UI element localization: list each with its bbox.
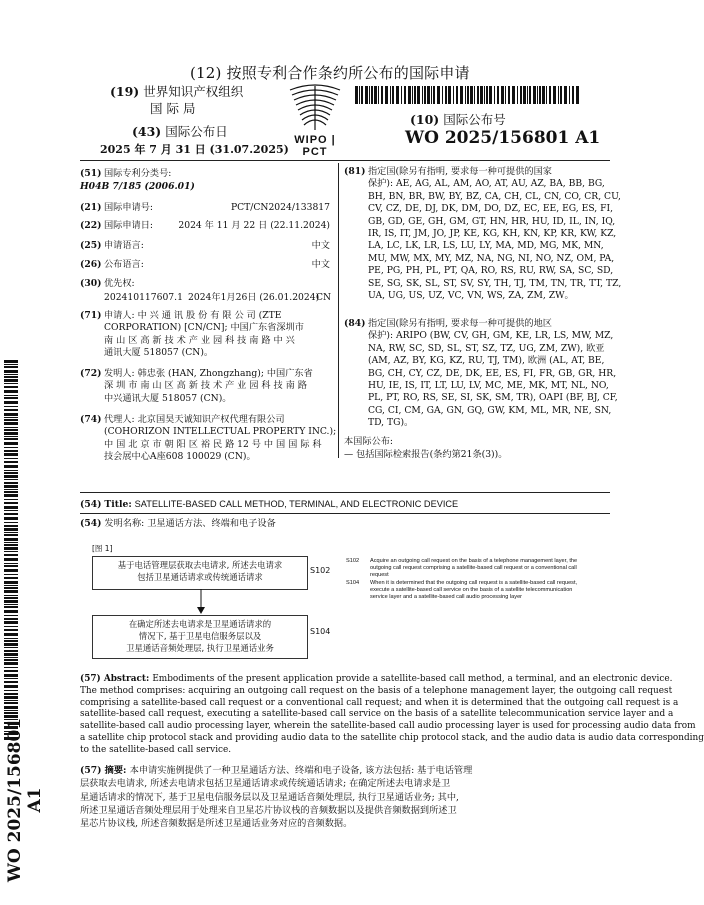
abstract-zh xyxy=(80,764,615,830)
agent-line: (COHORIZON INTELLECTUAL PROPERTY INC.); xyxy=(104,426,337,438)
barcode-bar xyxy=(371,86,373,104)
barcode-bar xyxy=(4,502,18,504)
applicant-line: 申请人: 中 兴 通 讯 股 份 有 限 公 司 (ZTE xyxy=(104,310,282,321)
abstract-zh-label: (57) 摘要: xyxy=(80,765,130,776)
barcode-bar xyxy=(467,86,469,104)
barcode-bar xyxy=(396,86,399,104)
barcode-bar xyxy=(549,86,551,104)
barcode-bar xyxy=(4,499,18,500)
barcode-bar xyxy=(564,86,567,104)
abstract-en-line: comprising a satellite-based call request or a conventional call request; and when it is determined that the outgoing call request is a xyxy=(80,697,679,708)
barcode-bar xyxy=(527,86,528,104)
barcode-bar xyxy=(512,86,515,104)
flow-arrow-icon xyxy=(194,589,208,615)
barcode-bar xyxy=(390,86,391,104)
barcode-bar xyxy=(494,86,495,104)
regional-states-line: BG, CH, CY, CZ, DE, DK, EE, ES, FI, FR, GB, GR, HR, xyxy=(368,367,617,379)
barcode-bar xyxy=(4,397,18,399)
regional-states-line: 指定国(除另有指明, 要求每一种可提供的地区 xyxy=(368,318,552,329)
barcode-bar xyxy=(4,383,18,384)
barcode-bar xyxy=(4,427,18,428)
barcode-bar xyxy=(4,643,18,646)
field-26: (26) 公布语言: xyxy=(80,259,144,270)
title-en: (54) Title: SATELLITE-BASED CALL METHOD, TERMINAL, AND ELECTRONIC DEVICE xyxy=(80,499,459,510)
barcode-bar xyxy=(4,670,18,672)
barcode-bar xyxy=(4,674,18,677)
barcode-bar xyxy=(4,604,18,605)
barcode-bar xyxy=(497,86,499,104)
document-title: (12) 按照专利合作条约所公布的国际申请 xyxy=(190,64,470,82)
barcode-bar xyxy=(572,86,574,104)
barcode-bar xyxy=(4,647,18,648)
barcode-bar xyxy=(4,618,18,620)
barcode-bar xyxy=(4,659,18,661)
wipo-text: WIPO | PCT xyxy=(294,134,336,158)
field-21: (21) 国际申请号: xyxy=(80,202,154,213)
barcode-bar xyxy=(4,615,18,616)
pub-no-label: 国际公布号 xyxy=(443,112,506,127)
barcode-bar xyxy=(442,86,443,104)
barcode-bar xyxy=(4,621,18,624)
abstract-zh-line: 星芯片协议栈, 所述音频数据是所述卫星通话业务对应的音频数据。 xyxy=(80,818,353,830)
barcode-bar xyxy=(4,470,18,471)
barcode-bar xyxy=(4,563,18,564)
barcode-bar xyxy=(4,633,18,636)
barcode-bar xyxy=(4,482,18,484)
abstract-en-line: to the satellite-based call service. xyxy=(80,744,232,755)
side-barcode-icon xyxy=(4,360,18,740)
barcode-bar xyxy=(4,585,18,586)
barcode-bar xyxy=(4,657,18,658)
barcode-bar xyxy=(445,86,447,104)
barcode-bar xyxy=(558,86,559,104)
barcode-bar xyxy=(4,510,18,511)
barcode-bar xyxy=(4,522,18,523)
regional-states-line: TD, TG)。 xyxy=(368,417,414,429)
designated-states-line: PE, PG, PH, PL, PT, QA, RO, RS, RU, RW, SA, SC, SD, xyxy=(368,265,614,277)
org-sub: 国 际 局 xyxy=(150,101,196,116)
barcode-bar xyxy=(4,491,18,493)
barcode-bar xyxy=(517,86,518,104)
barcode-bar xyxy=(4,685,18,688)
barcode-bar xyxy=(4,532,18,533)
barcode-bar xyxy=(4,494,18,497)
regional-states-line: (AM, AZ, BY, KG, KZ, RU, TJ, TM), 欧洲 (AL, AT, BE, xyxy=(368,355,605,367)
barcode-bar xyxy=(529,86,531,104)
barcode-bar xyxy=(477,86,479,104)
barcode-bar xyxy=(422,86,423,104)
barcode-bar xyxy=(4,401,18,404)
org-code: (19) xyxy=(110,84,140,99)
barcode-bar xyxy=(4,544,18,546)
barcode-bar xyxy=(4,419,18,421)
barcode-bar xyxy=(4,409,18,411)
header-rule xyxy=(80,160,610,161)
barcode-bar xyxy=(4,690,18,691)
barcode-bar xyxy=(520,86,522,104)
barcode-bar xyxy=(4,534,18,536)
barcode-bar xyxy=(539,86,541,104)
barcode-bar xyxy=(489,86,492,104)
flow-box-s102: 基于电话管理层获取去电请求, 所述去电请求 包括卫星通话请求或传统通话请求 xyxy=(92,556,308,590)
designated-states-line: MU, MW, MX, MY, MZ, NA, NG, NI, NO, NZ, OM, PA, xyxy=(368,252,615,264)
column-divider xyxy=(338,163,339,458)
abstract-en-line: satellite-based call audio processing layer, wherein the satellite-based call audio processing layer is used for processing audio data from xyxy=(80,721,696,732)
barcode-bar xyxy=(433,86,435,104)
barcode-bar xyxy=(4,360,18,363)
published-item: — 包括国际检索报告(条约第21条(3))。 xyxy=(344,449,508,460)
wipo-emblem-icon xyxy=(280,82,350,132)
applicant-line: 南 山 区 高 新 技 术 产 业 园 科 技 南 路 中 兴 xyxy=(104,334,295,346)
agent-line: 中 国 北 京 市 朝 阳 区 裕 民 路 12 号 中 国 国 际 科 xyxy=(104,438,322,450)
barcode-bar xyxy=(4,376,18,378)
top-barcode-icon xyxy=(355,86,580,104)
inventor-line: 中兴通讯大厦 518057 (CN)。 xyxy=(104,392,232,404)
barcode-bar xyxy=(4,587,18,589)
barcode-bar xyxy=(392,86,394,104)
barcode-bar xyxy=(4,667,18,668)
applicant-line: 通讯大厦 518057 (CN)。 xyxy=(104,347,214,359)
barcode-bar xyxy=(523,86,526,104)
barcode-bar xyxy=(4,702,18,704)
inventor-line: 发明人: 韩忠张 (HAN, Zhongzhang); 中国广东省 xyxy=(104,368,313,379)
designated-states-line: SE, SG, SK, SL, ST, SV, SY, TH, TJ, TM, TN, TR, TT, TZ, xyxy=(368,277,622,289)
field-71: (71) 申请人: 中 兴 通 讯 股 份 有 限 公 司 (ZTE CORPORATION) [CN/CN]; 中国广东省深圳市 南 山 区 高 新 技 术 产 业 园 科 技 南 路 中 兴 通讯大厦 518057 (CN)。 xyxy=(80,310,330,360)
abstract-zh-line: 所述卫星通话音频处理层用于处理来自卫星芯片协议栈的音频数据以及提供音频数据到所述卫 xyxy=(80,804,457,816)
barcode-bar xyxy=(4,678,18,679)
barcode-bar xyxy=(355,86,358,104)
abstract-en xyxy=(80,674,704,757)
barcode-bar xyxy=(4,461,18,463)
barcode-bar xyxy=(4,558,18,561)
field-22: (22) 国际申请日: xyxy=(80,220,154,231)
barcode-bar xyxy=(412,86,413,104)
designated-states-line: BH, BN, BR, BW, BY, BZ, CA, CH, CL, CN, CO, CR, CU, xyxy=(368,190,621,202)
barcode-bar xyxy=(4,458,18,459)
priority-date: 2024年1月26日 (26.01.2024) xyxy=(188,292,320,303)
barcode-bar xyxy=(560,86,562,104)
barcode-bar xyxy=(508,86,510,104)
barcode-bar xyxy=(4,547,18,550)
regional-states-line: NA, RW, SC, SD, SL, ST, SZ, TZ, UG, ZM, ZW), 欧亚 xyxy=(368,342,605,354)
barcode-bar xyxy=(460,86,463,104)
abstract-zh-line: 层获取去电请求, 所述去电请求包括卫星通话请求或传统通话请求; 在确定所述去电请求是卫 xyxy=(80,778,451,790)
legend-code: S102 xyxy=(346,558,360,564)
barcode-bar xyxy=(4,565,18,567)
field-81: (81) 指定国(除另有指明, 要求每一种可提供的国家 保护): AE, AG, AL, AM, AO, AT, AU, AZ, BA, BB, BG, BH, BN, BR, BW, BY, BZ, CA, CH, CL, CN, CO, CR, CU, CV, CZ, DE, DJ, DK, DM, DO, DZ, EC, EE, EG, ES, FI, GB, GD, GE, GH, GM, GT, HN, HR, HU, ID, IL, IN, IQ, IR, IS, IT, JM, JO, JP, KE, KG, KH, KN, KP, KR, KW, KZ, LA, LC, LK, LR, LS, LU, LY, MA, MD, MG, MK, MN, MU, MW, MX, MY, MZ, NA, NG, NI, NO, NZ, OM, PA, PE, PG, PH, PL, PT, QA, RO, RS, RU, RW, SA, SC, SD, SE, SG, SK, SL, ST, SV, SY, TH, TJ, TM, TN, TR, TT, TZ, UA, UG, US, UZ, VC, VN, WS, ZA, ZM, ZW。 xyxy=(344,166,622,302)
barcode-bar xyxy=(4,610,18,613)
pub-no-line xyxy=(410,112,506,127)
barcode-bar xyxy=(553,86,556,104)
barcode-bar xyxy=(365,86,368,104)
barcode-bar xyxy=(4,595,18,596)
barcode-bar xyxy=(369,86,370,104)
barcode-bar xyxy=(4,506,18,509)
barcode-bar xyxy=(474,86,475,104)
agent-line: 代理人: 北京国昊天诚知识产权代理有限公司 xyxy=(104,414,285,425)
abstract-zh-line: 星通话请求的情况下, 基于卫星电信服务层以及卫星通话音频处理层, 执行卫星通话业务; 其中, xyxy=(80,791,459,803)
priority-app: 202410117607.1 xyxy=(104,292,183,303)
barcode-bar xyxy=(4,489,18,490)
barcode-bar xyxy=(4,528,18,531)
pub-date: 2025 年 7 月 31 日 (31.07.2025) xyxy=(100,143,289,156)
barcode-bar xyxy=(4,590,18,593)
barcode-bar xyxy=(4,606,18,608)
barcode-bar xyxy=(4,422,18,425)
designated-states-line: 保护): AE, AG, AL, AM, AO, AT, AU, AZ, BA, BB, BG, xyxy=(368,178,605,190)
barcode-bar xyxy=(4,447,18,448)
barcode-bar xyxy=(4,436,18,437)
barcode-bar xyxy=(4,650,18,652)
field-51-value: H04B 7/185 (2006.01) xyxy=(80,181,195,192)
inventor-line: 深 圳 市 南 山 区 高 新 技 术 产 业 园 科 技 南 路 xyxy=(104,380,307,392)
barcode-bar xyxy=(4,569,18,572)
org-name: 世界知识产权组织 xyxy=(143,84,244,99)
field-26-value: 中文 xyxy=(311,259,330,270)
pub-date-line xyxy=(132,124,228,139)
flow-label-s102: S102 xyxy=(310,566,331,575)
barcode-bar xyxy=(4,413,18,416)
field-72: (72) 发明人: 韩忠张 (HAN, Zhongzhang); 中国广东省 深 圳 市 南 山 区 高 新 技 术 产 业 园 科 技 南 路 中兴通讯大厦 518057 (CN)。 xyxy=(80,368,330,405)
barcode-bar xyxy=(381,86,383,104)
barcode-bar xyxy=(569,86,570,104)
barcode-bar xyxy=(417,86,420,104)
barcode-bar xyxy=(4,472,18,474)
barcode-bar xyxy=(470,86,473,104)
barcode-bar xyxy=(401,86,402,104)
barcode-bar xyxy=(4,577,18,579)
barcode-bar xyxy=(4,640,18,642)
barcode-bar xyxy=(427,86,430,104)
barcode-bar xyxy=(4,479,18,480)
barcode-bar xyxy=(4,485,18,488)
barcode-bar xyxy=(4,629,18,631)
barcode-bar xyxy=(4,581,18,584)
barcode-bar xyxy=(4,390,18,393)
abstract-en-line: The method comprises: acquiring an outgoing call request on the basis of a telephone management layer, the outgoing call request xyxy=(80,685,673,696)
designated-states-line: GB, GD, GE, GH, GM, GT, HN, HR, HU, ID, IL, IN, IQ, xyxy=(368,215,616,227)
barcode-bar xyxy=(480,86,483,104)
barcode-bar xyxy=(4,465,18,468)
barcode-bar xyxy=(4,475,18,478)
barcode-bar xyxy=(4,538,18,541)
barcode-bar xyxy=(4,542,18,543)
barcode-bar xyxy=(4,438,18,440)
barcode-bar xyxy=(414,86,416,104)
barcode-bar xyxy=(542,86,545,104)
field-21-value: PCT/CN2024/133817 xyxy=(230,202,330,213)
field-25: (25) 申请语言: xyxy=(80,240,144,251)
barcode-bar xyxy=(408,86,411,104)
barcode-bar xyxy=(4,662,18,665)
abstract-en-line: a satellite chip protocol stack and providing audio data to the satellite chip protocol stack, and the audio data is audio data corresponding xyxy=(80,732,704,743)
barcode-bar xyxy=(4,693,18,695)
barcode-bar xyxy=(4,429,18,431)
org-line xyxy=(110,84,243,99)
barcode-bar xyxy=(4,597,18,599)
barcode-bar xyxy=(4,513,18,515)
legend-item xyxy=(346,580,606,601)
barcode-bar xyxy=(537,86,538,104)
barcode-bar xyxy=(4,453,18,456)
legend-code: S104 xyxy=(346,580,360,586)
designated-states-line: IR, IS, IT, JM, JO, JP, KE, KG, KH, KN, KP, KR, KW, KZ, xyxy=(368,228,617,240)
legend-text: When it is determined that the outgoing call request is a satellite-based call request, execute a satellite-based call service on the basis of a satellite telecommunication service layer and a satellite-based call audio processing layer xyxy=(370,580,578,600)
barcode-bar xyxy=(4,638,18,639)
barcode-bar xyxy=(4,406,18,407)
figure-caption: [图 1] xyxy=(92,544,113,553)
barcode-bar xyxy=(4,364,18,365)
pub-date-code: (43) xyxy=(132,124,162,139)
barcode-bar xyxy=(4,551,18,552)
pub-no: WO 2025/156801 A1 xyxy=(405,128,601,148)
designated-states-line: LA, LC, LK, LR, LS, LU, LY, MA, MD, MG, MK, MN, xyxy=(368,240,604,252)
figure-legend xyxy=(346,558,606,602)
field-22-value: 2024 年 11 月 22 日 (22.11.2024) xyxy=(178,220,330,231)
agent-line: 技会展中心A座608 100029 (CN)。 xyxy=(104,451,256,463)
legend-text: Acquire an outgoing call request on the basis of a telephone management layer, the outgoing call request comprising a satellite-based call request or a conventional call request xyxy=(370,558,578,578)
barcode-bar xyxy=(4,395,18,396)
title-en-rule xyxy=(80,513,610,514)
designated-states-line: CV, CZ, DE, DJ, DK, DM, DO, DZ, EC, EE, EG, ES, FI, xyxy=(368,203,614,215)
barcode-bar xyxy=(4,374,18,375)
title-rule xyxy=(80,492,610,493)
barcode-bar xyxy=(486,86,488,104)
barcode-bar xyxy=(453,86,454,104)
barcode-bar xyxy=(4,700,18,701)
barcode-bar xyxy=(374,86,377,104)
barcode-bar xyxy=(4,525,18,527)
barcode-bar xyxy=(404,86,406,104)
flow-label-s104: S104 xyxy=(310,627,331,636)
barcode-bar xyxy=(361,86,363,104)
regional-states-line: 保护): ARIPO (BW, CV, GH, GM, KE, LR, LS, MW, MZ, xyxy=(368,330,614,342)
wipo-logo xyxy=(280,82,350,158)
barcode-bar xyxy=(501,86,504,104)
barcode-bar xyxy=(448,86,451,104)
barcode-bar xyxy=(4,386,18,388)
barcode-bar xyxy=(484,86,485,104)
published-label: 本国际公布: xyxy=(344,436,394,447)
barcode-bar xyxy=(4,370,18,373)
barcode-bar xyxy=(4,442,18,445)
barcode-bar xyxy=(378,86,379,104)
barcode-bar xyxy=(4,554,18,556)
barcode-bar xyxy=(4,696,18,699)
barcode-bar xyxy=(4,517,18,520)
barcode-bar xyxy=(437,86,440,104)
title-zh: (54) 发明名称: 卫星通话方法、终端和电子设备 xyxy=(80,518,276,529)
designated-states-line: UA, UG, US, UZ, VC, VN, WS, ZA, ZM, ZW。 xyxy=(368,290,574,302)
pub-date-label: 国际公布日 xyxy=(165,124,228,139)
field-25-value: 中文 xyxy=(311,240,330,251)
abstract-en-label: (57) Abstract: xyxy=(80,674,153,684)
legend-item xyxy=(346,558,606,579)
barcode-bar xyxy=(533,86,536,104)
barcode-bar xyxy=(4,379,18,382)
designated-states-line: 指定国(除另有指明, 要求每一种可提供的国家 xyxy=(368,166,552,177)
barcode-bar xyxy=(4,574,18,575)
abstract-en-line: satellite-based call request, executing a satellite-based call service on the basis of a satellite telecommunication service layer and a xyxy=(80,709,674,720)
regional-states-line: CG, CI, CM, GA, GN, GQ, GW, KM, ML, MR, NE, SN, xyxy=(368,404,612,416)
pub-no-code: (10) xyxy=(410,112,440,127)
side-pub-no: WO 2025/156801 A1 xyxy=(5,717,45,883)
barcode-bar xyxy=(576,86,579,104)
barcode-bar xyxy=(4,653,18,656)
barcode-bar xyxy=(359,86,360,104)
priority-country: CN xyxy=(316,292,332,303)
field-74: (74) 代理人: 北京国昊天诚知识产权代理有限公司 (COHORIZON INTELLECTUAL PROPERTY INC.); 中 国 北 京 市 朝 阳 区 裕 民 路 12 号 中 国 国 际 科 技会展中心A座608 100029 (CN)。 xyxy=(80,414,337,463)
regional-states-line: HU, IE, IS, IT, LT, LU, LV, MC, ME, MK, MT, NL, NO, xyxy=(368,380,609,392)
flow-box-s104: 在确定所述去电请求是卫星通话请求的 情况下, 基于卫星电信服务层以及 卫星通话音频处理层, 执行卫星通话业务 xyxy=(92,615,308,659)
barcode-bar xyxy=(385,86,388,104)
field-51: (51) 国际专利分类号: xyxy=(80,168,172,179)
barcode-bar xyxy=(4,626,18,627)
abstract-en-line: (57) Abstract: Embodiments of the present application provide a satellite-based call method, a terminal, and an electronic device. xyxy=(80,674,673,684)
barcode-bar xyxy=(4,600,18,603)
regional-states-line: PL, PT, RO, RS, SE, SI, SK, SM, TR), OAPI (BF, BJ, CF, xyxy=(368,392,618,404)
barcode-bar xyxy=(4,417,18,418)
barcode-bar xyxy=(456,86,458,104)
barcode-bar xyxy=(546,86,547,104)
field-84: (84) 指定国(除另有指明, 要求每一种可提供的地区 保护): ARIPO (BW, CV, GH, GM, KE, LR, LS, MW, MZ, NA, RW, SC, SD, SL, ST, SZ, TZ, UG, ZM, ZW), 欧亚 (AM, AZ, BY, KG, KZ, RU, TJ, TM), 欧洲 (AL, AT, BE, BG, CH, CY, CZ, DE, DK, EE, ES, FI, FR, GB, GR, HR, HU, IE, IS, IT, LT, LU, LV, MC, ME, MK, MT, NL, NO, PL, PT, RO, RS, SE, SI, SK, SM, TR), OAPI (BF, BJ, CF, CG, CI, CM, GA, GN, GQ, GW, KM, ML, MR, NE, SN, TD, TG)。 xyxy=(344,318,618,429)
applicant-line: CORPORATION) [CN/CN]; 中国广东省深圳市 xyxy=(104,322,304,334)
abstract-zh-line: (57) 摘要: 本申请实施例提供了一种卫星通话方法、终端和电子设备, 该方法包括: 基于电话管理 xyxy=(80,765,473,776)
barcode-bar xyxy=(465,86,466,104)
barcode-bar xyxy=(4,432,18,435)
barcode-bar xyxy=(431,86,432,104)
barcode-bar xyxy=(4,366,18,368)
field-30: (30) 优先权: xyxy=(80,278,135,289)
barcode-bar xyxy=(4,450,18,452)
barcode-bar xyxy=(505,86,506,104)
barcode-bar xyxy=(424,86,426,104)
barcode-bar xyxy=(4,681,18,683)
